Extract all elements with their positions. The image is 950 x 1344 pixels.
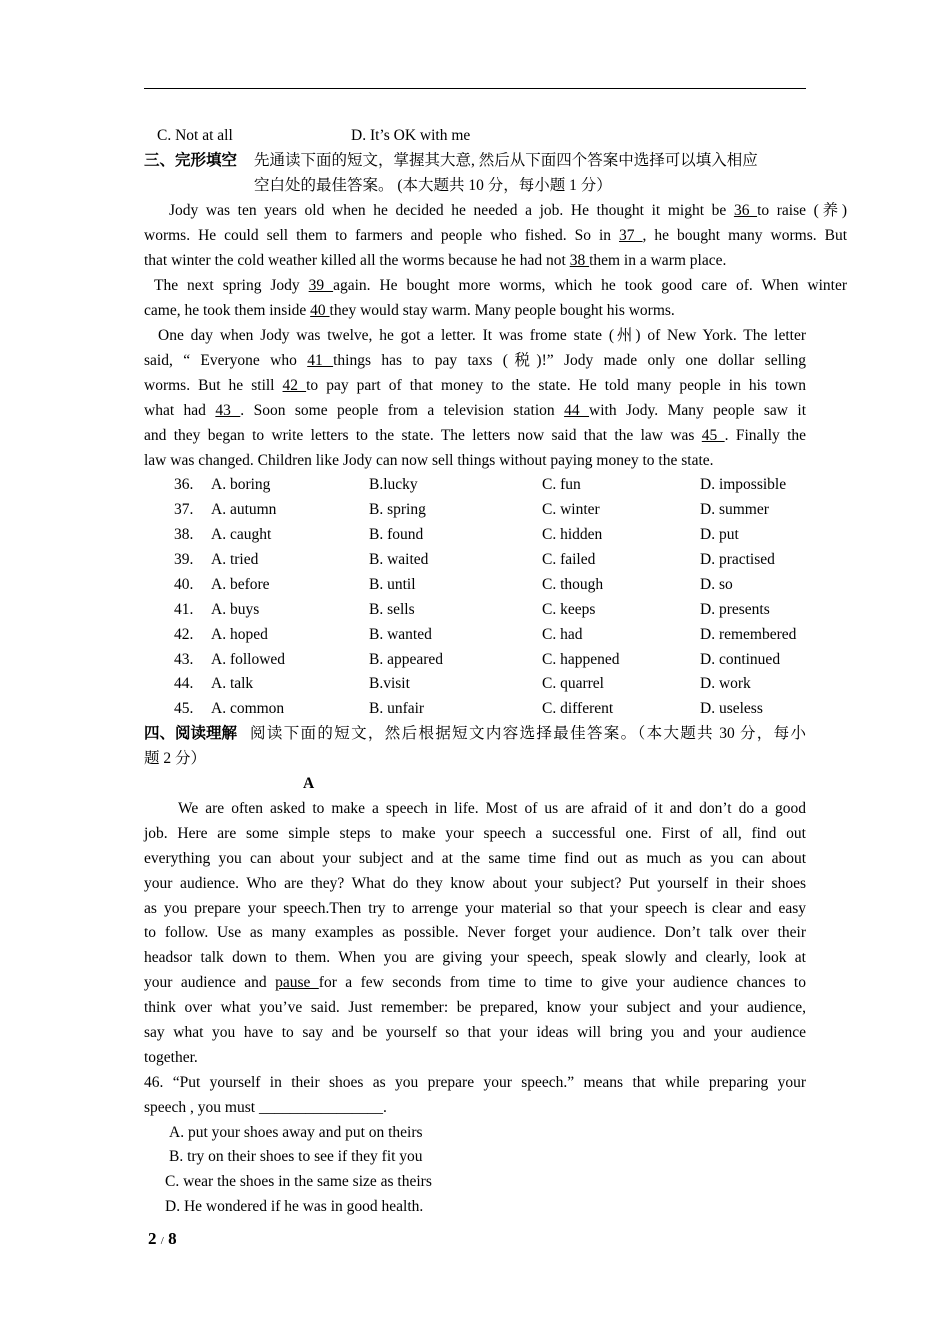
page-separator: / [160, 1235, 164, 1247]
section3-instruction-2: 空白处的最佳答案。 (本大题共 10 分，每小题 1 分） [254, 177, 612, 194]
underlined-word-pause: pause [275, 974, 319, 991]
passage-line: say what you have to say and be yourself so that your ideas will bring you and your audience [144, 1024, 806, 1041]
option-d[interactable]: D. practised [700, 551, 775, 568]
passage-line: together. [144, 1049, 198, 1066]
option-a[interactable]: A. talk [211, 675, 254, 692]
option-d[interactable]: D. remembered [700, 626, 797, 643]
cloze-line: and they began to write letters to the state. The letters now said that the law was 45 . Finally the [144, 427, 807, 444]
option-d[interactable]: D. impossible [700, 476, 787, 493]
question-row [144, 600, 806, 620]
header-rule [144, 88, 806, 89]
section4-instruction-1: 阅读下面的短文，然后根据短文内容选择最佳答案。（本大题共 30 分，每小 [250, 725, 806, 742]
question-number: 42. [174, 626, 194, 643]
option-c[interactable]: C. fun [542, 476, 581, 493]
option-c[interactable]: C. happened [542, 651, 620, 668]
option-b[interactable]: B. until [369, 576, 416, 593]
cloze-line: what had 43 . Soon some people from a television station 44 with Jody. Many people saw it [144, 402, 807, 419]
option-b[interactable]: B.visit [369, 675, 410, 692]
option-d[interactable]: D. continued [700, 651, 781, 668]
total-pages: 8 [168, 1229, 177, 1248]
option-a[interactable]: A. boring [211, 476, 271, 493]
question-number: 37. [174, 501, 194, 518]
passage-line: think over what you’ve said. Just remember: be prepared, know your subject and your audience, [144, 999, 806, 1016]
cloze-line: worms. He could sell them to farmers and people who fished. So in 37 , he bought many worms. But [144, 227, 847, 244]
question-row [144, 699, 806, 719]
question-row [144, 674, 806, 694]
cloze-line: Jody was ten years old when he decided he needed a job. He thought it might be 36 to raise (养) [169, 202, 848, 219]
blank-41: 41 [307, 352, 334, 369]
blank-44: 44 [564, 402, 590, 419]
blank-36: 36 [733, 202, 758, 219]
option-a[interactable]: A. before [211, 576, 270, 593]
option-c[interactable]: C. winter [542, 501, 600, 518]
cloze-line: One day when Jody was twelve, he got a letter. It was frome state (州) of New York. The letter [158, 327, 806, 344]
question-46-stem: 46. “Put yourself in their shoes as you prepare your speech.” means that while preparing your [144, 1074, 806, 1091]
section3-heading: 三、完形填空 [144, 152, 238, 169]
question-row [144, 575, 806, 595]
blank-37: 37 [619, 227, 643, 244]
option-c[interactable]: C. had [542, 626, 583, 643]
question-46-option-a[interactable]: A. put your shoes away and put on theirs [169, 1124, 423, 1141]
page-number [148, 1229, 177, 1251]
question-number: 36. [174, 476, 194, 493]
option-b[interactable]: B.lucky [369, 476, 418, 493]
cloze-line: The next spring Jody 39 again. He bought more worms, which he took good care of. When winter [154, 277, 847, 294]
option-c[interactable]: C. though [542, 576, 604, 593]
option-d[interactable]: D. summer [700, 501, 769, 518]
question-number: 45. [174, 700, 194, 717]
section4-heading: 四、阅读理解 [144, 725, 238, 742]
question-row [144, 525, 806, 545]
option-c[interactable]: C. keeps [542, 601, 596, 618]
prev-option-c: C. Not at all [157, 127, 233, 144]
question-46-option-d[interactable]: D. He wondered if he was in good health. [165, 1198, 424, 1215]
passage-line: job. Here are some simple steps to make your speech a successful one. First of all, find out [144, 825, 806, 842]
passage-line: We are often asked to make a speech in life. Most of us are afraid of it and don’t do a good [178, 800, 806, 817]
option-b[interactable]: B. appeared [369, 651, 444, 668]
option-d[interactable]: D. put [700, 526, 739, 543]
blank-43: 43 [215, 402, 241, 419]
cloze-line: law was changed. Children like Jody can now sell things without paying money to the state. [144, 452, 714, 469]
option-a[interactable]: A. followed [211, 651, 286, 668]
option-b[interactable]: B. waited [369, 551, 429, 568]
option-c[interactable]: C. quarrel [542, 675, 604, 692]
question-number: 39. [174, 551, 194, 568]
cloze-line: that winter the cold weather killed all the worms because he had not 38 them in a warm place. [144, 252, 727, 269]
question-row [144, 650, 806, 670]
blank-42: 42 [282, 377, 307, 394]
option-a[interactable]: A. hoped [211, 626, 268, 643]
blank-39: 39 [308, 277, 334, 294]
question-46-stem-cont: speech , you must ________________. [144, 1099, 387, 1116]
option-b[interactable]: B. spring [369, 501, 426, 518]
option-d[interactable]: D. useless [700, 700, 763, 717]
blank-45: 45 [701, 427, 725, 444]
question-number: 44. [174, 675, 194, 692]
passage-a-title: A [303, 775, 315, 792]
question-row [144, 475, 806, 495]
option-a[interactable]: A. autumn [211, 501, 277, 518]
cloze-line: came, he took them inside 40 they would stay warm. Many people bought his worms. [144, 302, 675, 319]
question-number: 38. [174, 526, 194, 543]
passage-line: your audience. Who are they? What do they know about your subject? Put yourself in their shoes [144, 875, 806, 892]
option-b[interactable]: B. found [369, 526, 424, 543]
option-a[interactable]: A. tried [211, 551, 259, 568]
passage-line: your audience and pause for a few seconds from time to time to give your audience chances to [144, 974, 806, 991]
current-page: 2 [148, 1229, 157, 1248]
prev-option-d: D. It’s OK with me [351, 127, 471, 144]
option-b[interactable]: B. sells [369, 601, 415, 618]
option-c[interactable]: C. failed [542, 551, 596, 568]
cloze-line: said, “ Everyone who 41 things has to pay taxs (税)!” Jody made only one dollar selling [144, 352, 807, 369]
question-46-option-b[interactable]: B. try on their shoes to see if they fit you [169, 1148, 423, 1165]
option-a[interactable]: A. buys [211, 601, 260, 618]
question-number: 40. [174, 576, 194, 593]
option-d[interactable]: D. presents [700, 601, 770, 618]
option-b[interactable]: B. unfair [369, 700, 425, 717]
passage-line: to follow. Use as many examples as possible. Never forget your audience. Don’t talk over their [144, 924, 806, 941]
question-number: 41. [174, 601, 194, 618]
passage-line: everything you can about your subject and at the same time find out as much as you can about [144, 850, 806, 867]
option-a[interactable]: A. caught [211, 526, 272, 543]
cloze-line: worms. But he still 42 to pay part of that money to the state. He told many people in his town [144, 377, 807, 394]
blank-38: 38 [569, 252, 590, 269]
question-row [144, 500, 806, 520]
option-a[interactable]: A. common [211, 700, 285, 717]
question-46-option-c[interactable]: C. wear the shoes in the same size as theirs [165, 1173, 432, 1190]
passage-line: as you prepare your speech.Then try to arrenge your material so that your speech is clear and easy [144, 900, 806, 917]
option-b[interactable]: B. wanted [369, 626, 432, 643]
option-d[interactable]: D. work [700, 675, 751, 692]
question-number: 43. [174, 651, 194, 668]
question-row [144, 550, 806, 570]
section4-instruction-2: 题 2 分） [144, 750, 207, 767]
option-d[interactable]: D. so [700, 576, 733, 593]
question-row [144, 625, 806, 645]
blank-40: 40 [310, 302, 330, 319]
option-c[interactable]: C. hidden [542, 526, 603, 543]
section3-instruction-1: 先通读下面的短文，掌握其大意, 然后从下面四个答案中选择可以填入相应 [254, 152, 758, 169]
option-c[interactable]: C. different [542, 700, 614, 717]
passage-line: headsor talk down to them. When you are giving your speech, speak slowly and clearly, look at [144, 949, 806, 966]
